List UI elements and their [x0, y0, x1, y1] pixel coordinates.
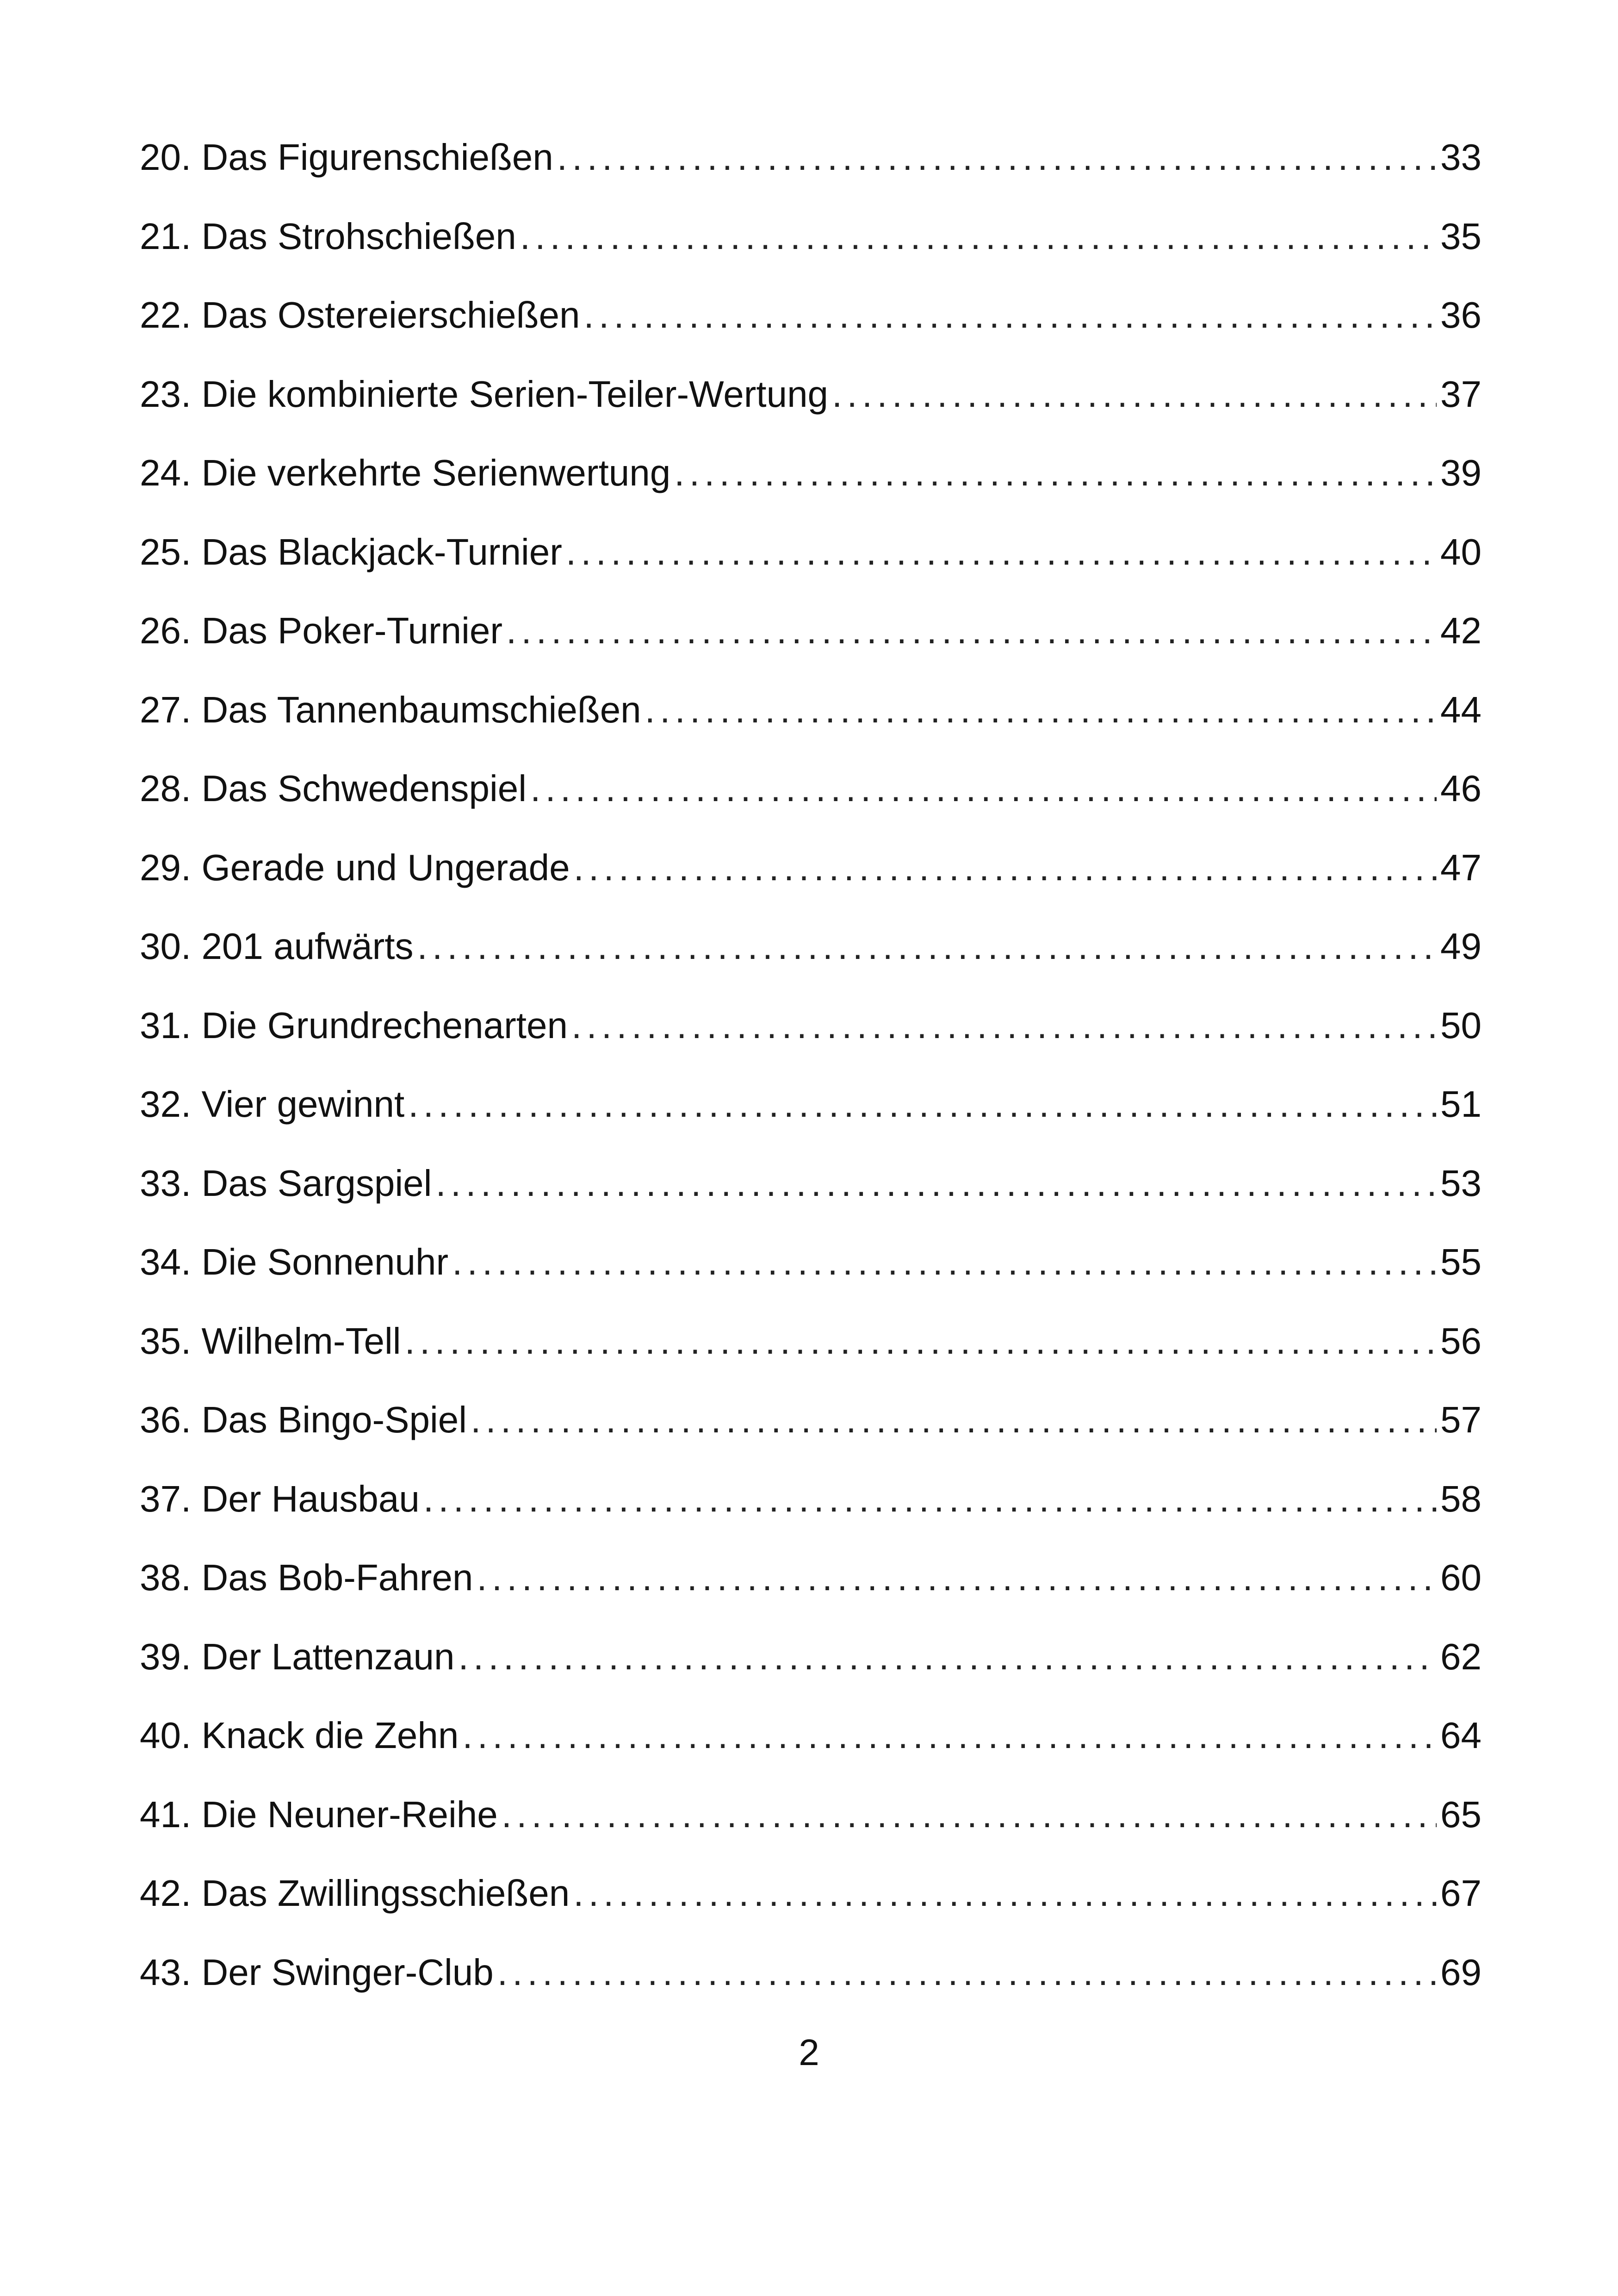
toc-entry[interactable]: [140, 1002, 1482, 1082]
toc-entry-title: 27. Das Tannenbaumschießen: [140, 689, 641, 730]
toc-entry-title: 29. Gerade und Ungerade: [140, 846, 570, 888]
toc-entry-page: 36: [1440, 294, 1482, 336]
toc-entry-page: 33: [1440, 137, 1482, 178]
toc-entry-page: 46: [1440, 768, 1482, 809]
toc-entry-title: 37. Der Hausbau: [140, 1478, 420, 1519]
toc-dot-leader: [477, 1555, 1437, 1601]
toc-entry[interactable]: [140, 1792, 1482, 1871]
toc-dot-leader: [832, 371, 1437, 417]
toc-dot-leader: [645, 687, 1437, 733]
toc-entry-title: 28. Das Schwedenspiel: [140, 768, 527, 809]
toc-entry-title: 38. Das Bob-Fahren: [140, 1557, 473, 1598]
toc-entry-title: 33. Das Sargspiel: [140, 1162, 432, 1204]
toc-entry-page: 37: [1440, 373, 1482, 415]
toc-entry-title: 34. Die Sonnenuhr: [140, 1241, 449, 1282]
toc-entry-page: 60: [1440, 1557, 1482, 1598]
toc-entry-title: 23. Die kombinierte Serien-Teiler-Wertung: [140, 373, 829, 415]
toc-entry[interactable]: [140, 765, 1482, 845]
page-number: 2: [799, 2032, 819, 2073]
toc-dot-leader: [502, 1792, 1437, 1838]
toc-dot-leader: [405, 1318, 1437, 1364]
toc-entry-title: 39. Der Lattenzaun: [140, 1636, 455, 1677]
toc-entry-page: 40: [1440, 531, 1482, 572]
toc-dot-leader: [584, 292, 1437, 338]
toc-entry-page: 53: [1440, 1162, 1482, 1204]
toc-entry-title: 20. Das Figurenschießen: [140, 137, 553, 178]
toc-dot-leader: [520, 213, 1437, 260]
toc-dot-leader: [574, 845, 1437, 891]
toc-dot-leader: [458, 1634, 1437, 1680]
toc-entry-title: 26. Das Poker-Turnier: [140, 610, 502, 651]
toc-entry[interactable]: [140, 1634, 1482, 1713]
toc-dot-leader: [566, 529, 1437, 575]
toc-entry-title: 41. Die Neuner-Reihe: [140, 1793, 498, 1835]
toc-entry[interactable]: [140, 1397, 1482, 1476]
toc-entry[interactable]: [140, 450, 1482, 529]
toc-entry-page: 51: [1440, 1083, 1482, 1125]
toc-entry-page: 50: [1440, 1004, 1482, 1046]
toc-dot-leader: [417, 923, 1437, 970]
toc-entry[interactable]: [140, 1476, 1482, 1555]
toc-entry-page: 35: [1440, 215, 1482, 257]
toc-entry[interactable]: [140, 292, 1482, 371]
toc-dot-leader: [452, 1239, 1437, 1285]
toc-entry[interactable]: [140, 687, 1482, 766]
toc-entry-page: 49: [1440, 926, 1482, 967]
toc-entry[interactable]: [140, 1081, 1482, 1160]
toc-entry-page: 69: [1440, 1951, 1482, 1993]
toc-entry[interactable]: [140, 923, 1482, 1002]
toc-entry-page: 39: [1440, 452, 1482, 493]
toc-dot-leader: [423, 1476, 1437, 1522]
toc-entry-title: 32. Vier gewinnt: [140, 1083, 405, 1125]
toc-dot-leader: [674, 450, 1437, 496]
toc-entry-page: 55: [1440, 1241, 1482, 1282]
toc-entry-page: 42: [1440, 610, 1482, 651]
toc-dot-leader: [506, 608, 1437, 654]
toc-entry-title: 40. Knack die Zehn: [140, 1715, 459, 1756]
toc-entry-page: 56: [1440, 1320, 1482, 1362]
toc-entry-title: 36. Das Bingo-Spiel: [140, 1399, 467, 1440]
toc-entry[interactable]: [140, 134, 1482, 213]
toc-entry-page: 57: [1440, 1399, 1482, 1440]
toc-entry-page: 47: [1440, 846, 1482, 888]
toc-entry-title: 31. Die Grundrechenarten: [140, 1004, 568, 1046]
toc-entry-page: 65: [1440, 1793, 1482, 1835]
toc-entry[interactable]: [140, 1712, 1482, 1792]
toc-entry-title: 43. Der Swinger-Club: [140, 1951, 494, 1993]
toc-entry[interactable]: [140, 371, 1482, 450]
toc-entry-title: 24. Die verkehrte Serienwertung: [140, 452, 671, 493]
toc-dot-leader: [408, 1081, 1437, 1127]
toc-entry-title: 25. Das Blackjack-Turnier: [140, 531, 562, 572]
toc-dot-leader: [497, 1949, 1437, 1996]
toc-entry-title: 21. Das Strohschießen: [140, 215, 516, 257]
toc-entry-page: 44: [1440, 689, 1482, 730]
toc-entry[interactable]: [140, 1870, 1482, 1949]
toc-dot-leader: [471, 1397, 1437, 1443]
toc-entry[interactable]: [140, 608, 1482, 687]
toc-dot-leader: [530, 765, 1437, 812]
toc-entry[interactable]: [140, 1160, 1482, 1239]
toc-entry[interactable]: [140, 1555, 1482, 1634]
toc-entry-page: 64: [1440, 1715, 1482, 1756]
toc-dot-leader: [557, 134, 1437, 180]
toc-entry[interactable]: [140, 1318, 1482, 1397]
toc-entry-title: 35. Wilhelm-Tell: [140, 1320, 401, 1362]
toc-entry-page: 62: [1440, 1636, 1482, 1677]
toc-entry-title: 22. Das Ostereierschießen: [140, 294, 580, 336]
toc-entry-title: 30. 201 aufwärts: [140, 926, 414, 967]
toc-dot-leader: [573, 1870, 1437, 1916]
toc-dot-leader: [435, 1160, 1437, 1207]
toc-entry-page: 67: [1440, 1873, 1482, 1914]
toc-entry-page: 58: [1440, 1478, 1482, 1519]
toc-dot-leader: [462, 1712, 1437, 1759]
toc-entry[interactable]: [140, 213, 1482, 292]
toc-entry[interactable]: [140, 845, 1482, 924]
toc-entry[interactable]: [140, 1949, 1482, 2028]
toc-entry-title: 42. Das Zwillingsschießen: [140, 1873, 570, 1914]
table-of-contents: [140, 134, 1482, 2028]
toc-entry[interactable]: [140, 1239, 1482, 1318]
toc-dot-leader: [571, 1002, 1437, 1049]
toc-entry[interactable]: [140, 529, 1482, 608]
